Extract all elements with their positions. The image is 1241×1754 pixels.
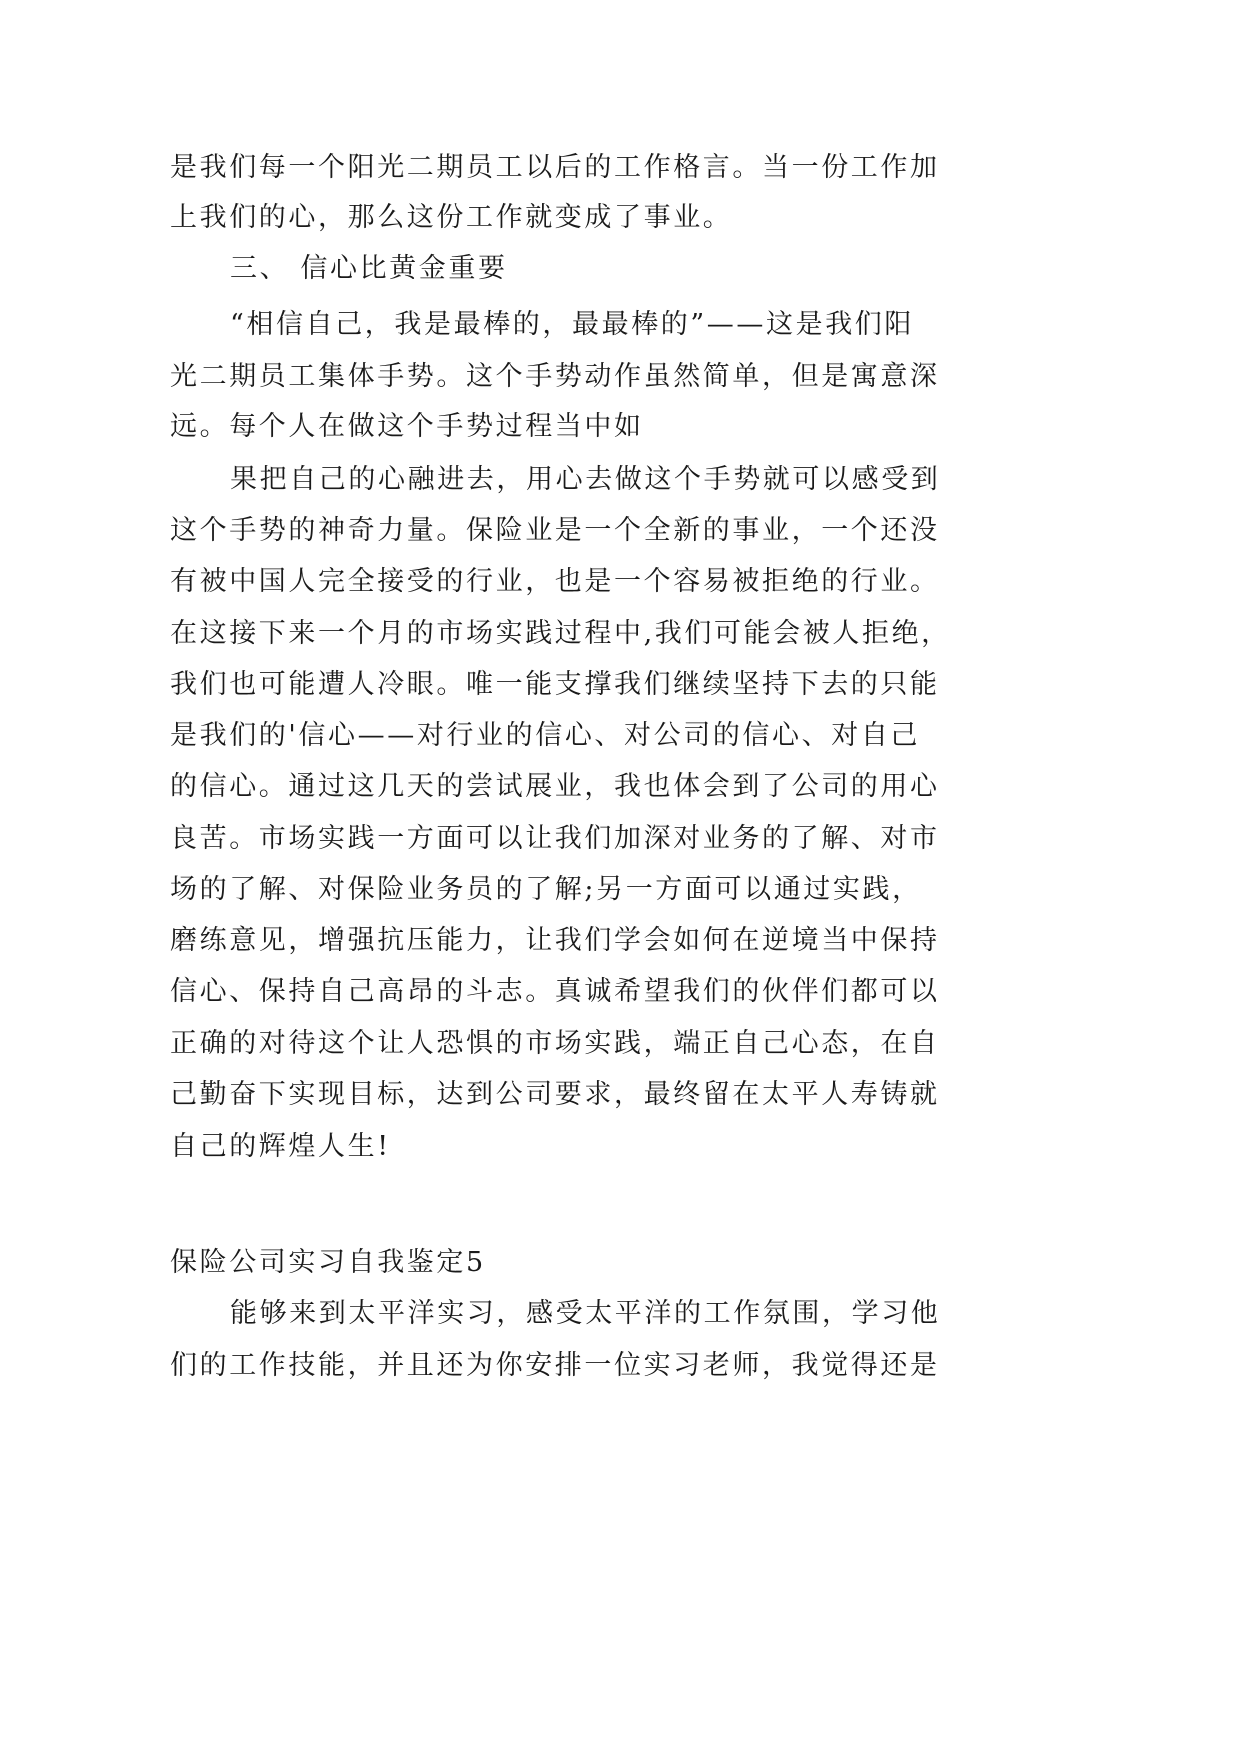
body-text-line: 磨练意见，增强抗压能力，让我们学会如何在逆境当中保持 <box>170 925 940 956</box>
body-text-line: 信心、保持自己高昂的斗志。真诚希望我们的伙伴们都可以 <box>170 976 940 1007</box>
body-text-line: 是我们每一个阳光二期员工以后的工作格言。当一份工作加 <box>170 152 940 183</box>
section-heading: 三、 信心比黄金重要 <box>230 253 508 284</box>
body-text-line: 正确的对待这个让人恐惧的市场实践，端正自己心态，在自 <box>170 1028 940 1059</box>
body-text-line: 是我们的'信心——对行业的信心、对公司的信心、对自己 <box>170 720 921 751</box>
body-text-line: 能够来到太平洋实习，感受太平洋的工作氛围，学习他 <box>230 1298 941 1329</box>
body-text-line: 自己的辉煌人生! <box>170 1131 391 1162</box>
body-text-line: 我们也可能遭人冷眼。唯一能支撑我们继续坚持下去的只能 <box>170 669 940 700</box>
body-text-line: 的信心。通过这几天的尝试展业，我也体会到了公司的用心 <box>170 771 940 802</box>
body-text-line: 有被中国人完全接受的行业，也是一个容易被拒绝的行业。 <box>170 566 940 597</box>
body-text-line: 果把自己的心融进去，用心去做这个手势就可以感受到 <box>230 464 941 495</box>
body-text-line: 远。每个人在做这个手势过程当中如 <box>170 411 644 442</box>
body-text-line: “相信自己，我是最棒的，最最棒的”——这是我们阳 <box>230 309 915 340</box>
body-text-line: 这个手势的神奇力量。保险业是一个全新的事业，一个还没 <box>170 515 940 546</box>
body-text-line: 良苦。市场实践一方面可以让我们加深对业务的了解、对市 <box>170 823 940 854</box>
body-text-line: 场的了解、对保险业务员的了解;另一方面可以通过实践， <box>170 874 922 905</box>
body-text-line: 们的工作技能，并且还为你安排一位实习老师，我觉得还是 <box>170 1350 940 1381</box>
body-text-line: 上我们的心，那么这份工作就变成了事业。 <box>170 202 733 233</box>
body-text-line: 己勤奋下实现目标，达到公司要求，最终留在太平人寿铸就 <box>170 1079 940 1110</box>
document-section-title: 保险公司实习自我鉴定5 <box>170 1247 486 1278</box>
body-text-line: 在这接下来一个月的市场实践过程中,我们可能会被人拒绝， <box>170 618 951 649</box>
body-text-line: 光二期员工集体手势。这个手势动作虽然简单，但是寓意深 <box>170 361 940 392</box>
